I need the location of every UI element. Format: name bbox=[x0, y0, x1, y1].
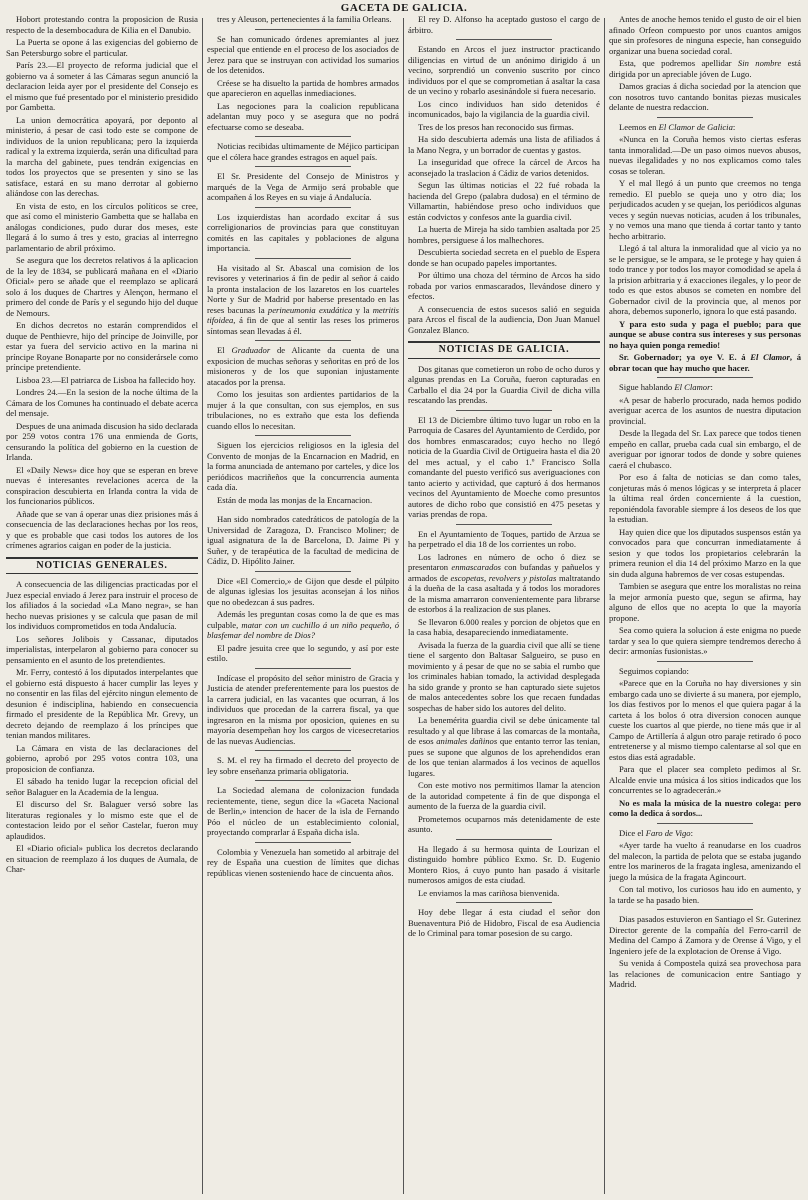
paragraph: La union democrática apoyará, por deponto al ministerio, á pesar de casi todo este se compone de individuos de la union republicana; pero la izquierda radical y la extrema izquierda, serán una dificultad para la marcha del gabinete, pues tendrán exigencias en todos los proyectos que se presenten y sino se las satisface, estará en su mano derrotar al gobierno aliándose con las derechas. bbox=[6, 114, 198, 198]
text: , á obrar tocan que hay mucho que hacer. bbox=[609, 352, 801, 373]
paragraph: Prometemos ocuparnos más detenidamente de este asunto. bbox=[408, 813, 600, 834]
separator bbox=[255, 750, 351, 751]
paragraph: El discurso del Sr. Balaguer versó sobre las literaturas regionales y lo mismo este que el de contestacion leido por el señor Castelar, fueron muy aplaudidos. bbox=[6, 799, 198, 841]
paragraph: A consecuencia de estos sucesos salió en seguida para Arcos el fiscal de la audiencia, Don Juan Manuel Gonzalez Blanco. bbox=[408, 303, 600, 335]
paragraph: Las negociones para la coalicion republicana adelantan muy poco y se asegura que no podrá efectuarse como se deseaba. bbox=[207, 100, 399, 132]
separator bbox=[657, 377, 753, 378]
column-1 bbox=[6, 14, 198, 1196]
italic-text: enmascarados bbox=[451, 562, 502, 572]
italic-text: Sin nombre bbox=[737, 58, 782, 68]
separator bbox=[456, 524, 552, 525]
paragraph: El «Daily News» dice hoy que se esperan en breve nuevas é interesantes revelaciones acerca de la conspiracion descubierta en Irlanda contra la vida de los funcionarios públicos. bbox=[6, 464, 198, 506]
columns bbox=[6, 14, 802, 1196]
paragraph: El 13 de Diciembre último tuvo lugar un robo en la Parroquia de Casares del Ayuntamiento de Cerdido, por dos hombres enmascarados; cuyo hecho no llegó noticia de la Guardia Civil de Ortigueira hasta el dia 20 del mes actual, y el cabo 1.º Francisco Solla comandante del puesto verificó sus averiguaciones con tanto acierto y actividad, que capturó á dos hermanos vecinos del Ayuntamiento de Moeche como presuntos autores de dicho robo que consistió en 475 pesetas y varias prendas de ropa. bbox=[408, 414, 600, 519]
section-heading-noticias-de-galicia: NOTICIAS DE GALICIA. bbox=[408, 341, 600, 359]
paragraph: tres y Aleuson, pertenecientes á la familia Orleans. bbox=[217, 14, 392, 24]
separator bbox=[456, 410, 552, 411]
paragraph: Seguimos copiando: bbox=[619, 665, 689, 676]
paragraph: Con tal motivo, los curiosos hau ido en aumento, y la tarde se ha pasado bien. bbox=[609, 884, 801, 905]
paragraph: La Sociedad alemana de colonizacion fundada recientemente, tiene, segun dice la «Gaceta Nacional de Berlin,» intencion de hacer de la isla de Fernando Póo el núcleo de un establecimiento colonial, proyectando comprarlar á España dicha isla. bbox=[207, 785, 399, 837]
paragraph: Desde la llegada del Sr. Lax parece que todos tienen empeño en callar, prueba cada cual sin embargo, el de averiguar por ignorar todos de donde y sobre quienes caerá el chubasco. bbox=[609, 428, 801, 470]
paragraph: Tambien se asegura que entre los moralistas no reina la mejor armonía puesto que, segun se afirma, hay alguno de ellos que no acepta lo que la mayoría propone. bbox=[609, 581, 801, 623]
italic-text: animales dañinos bbox=[436, 736, 498, 746]
italic-text: matar con un cuchillo á un niño pequeño, ó blasfemar del nombre de Dios? bbox=[207, 619, 399, 640]
text: Además les preguntan cosas como la de que es mas culpable, bbox=[207, 609, 399, 630]
paragraph bbox=[609, 352, 801, 373]
paragraph: En vista de esto, en los círculos políticos se cree, que así como el ministerio Gambetta que se hallaba en análogas condiciones, pudo durar dos meses, este llegará á lo sumo á tres y esto, gracias al interregno parlamentario de abril próximo. bbox=[6, 200, 198, 253]
text: : bbox=[690, 827, 693, 838]
text: Sr. Gobernador; ya oye V. E. á bbox=[619, 352, 751, 362]
paragraph: La huerta de Mireja ha sido tambien asaltada por 25 hombres, persiguese á los malhechores. bbox=[408, 224, 600, 245]
paragraph: El Sr. Presidente del Consejo de Ministros y marqués de la Vega de Armijo será probable que acompañen á los Reyes en su viaje á Andalucía. bbox=[207, 171, 399, 202]
column-rule bbox=[403, 18, 404, 1194]
paragraph: Y el mal llegó á un punto que creemos no tenga remedio. El pueblo se queja uno y otro dia; los perjudicados acuden y se quejan, los periódicos algunas veces y según nuevas noticias, acuden á los tribunales, y no vemos una mano que tienda á cortar tanto y tanto hecho arbitrario. bbox=[609, 178, 801, 241]
paragraph: La inseguridad que ofrece la cárcel de Arcos ha aconsejado la traslacion á Cádiz de varios detenidos. bbox=[408, 157, 600, 178]
paragraph: Se asegura que los decretos relativos á la aplicacion de la ley de 1834, se publicará mañana en el «Diario Oficial» pero se añade que el reemplazo se aplicará solo á los duques de Chartres y Alençon, hermano el primero del conde de París y el segundo hijo del duque de Nemours. bbox=[6, 255, 198, 318]
italic-text: Faro de Vigo bbox=[645, 827, 691, 838]
paragraph: Hobort protestando contra la proposicion de Rusia respecto de la desembocadura de Kilia en el Danubio. bbox=[6, 14, 198, 35]
paragraph: «Ayer tarde ha vuelto á reanudarse en los cuadros del malecon, la partida de pelota que se estaba jugando entre los marineros de la fragata inglesa, amenizando el juego la música de la fragata Agincourt. bbox=[609, 840, 801, 882]
paragraph bbox=[609, 58, 801, 79]
column-3 bbox=[408, 14, 600, 1196]
text: maltratando á la dueña de la casa asaltada y á todos los moradores de la misma amarraron convenientemente para librarse de estorbos á la realizacion de sus planes. bbox=[408, 572, 600, 614]
paragraph: Mr. Ferry, contestó á los diputados interpelantes que el gobierno está dispuesto á hacer cumplir las leyes y no consentir en las filas del ejército ningun elemento de desunion é indisciplina, habiendo en consecuencia firmado el presidente de la República Mr. Grevy, un decreto dejando de reemplazo á los príncipes que tenian mandos militares. bbox=[6, 667, 198, 740]
paragraph: La Puerta se opone á las exigencias del gobierno de San Petersburgo sobre el particular. bbox=[6, 37, 198, 58]
separator bbox=[255, 166, 351, 167]
paragraph bbox=[207, 345, 399, 387]
italic-text: El Clamor bbox=[750, 352, 790, 362]
paragraph: Los cinco individuos han sido detenidos é incomunicados, bajo la vigilancia de la guardia civil. bbox=[408, 98, 600, 119]
paragraph: Estando en Arcos el juez instructor practicando diligencias en virtud de un anónimo dirigido á un vecino, sorprendió un convenio suscrito por cinco individuos por el que se comprometian á asaltar la casa de un vecino y robarlo asesinándole si fuera necesario. bbox=[408, 44, 600, 96]
text: y la bbox=[352, 304, 373, 315]
paragraph: Su venida á Compostela quizá sea provechosa para las relaciones de comunicacion entre Santiago y Madrid. bbox=[609, 958, 801, 989]
paragraph: Añade que se van á operar unas diez prisiones más á consecuencia de las declaraciones hechas por los reos, y que es probable que casi todos los autores de los crímenes agrarios caigan en poder de la justicia. bbox=[6, 508, 198, 550]
paragraph: Créese se ha disuelto la partida de hombres armados que aparecieron en aquellas inmediaciones. bbox=[207, 77, 399, 98]
paragraph: Por eso á falta de noticias se dan como tales, conjeturas más ó menos lógicas y se interpreta á placer la última real órden concerniente á la cuestion, reponiéndola favorable siempre á los deseos de los que la estudian. bbox=[609, 472, 801, 524]
separator bbox=[255, 571, 351, 572]
column-rule bbox=[202, 18, 203, 1194]
paragraph: Dice «El Comercio,» de Gijon que desde el púlpito de algunas iglesias los jesuitas aconsejan á los niños que no obedezcan á sus padres. bbox=[207, 575, 399, 607]
paragraph: S. M. el rey ha firmado el decreto del proyecto de ley sobre enseñanza primaria obligatoria. bbox=[207, 755, 399, 776]
separator bbox=[456, 39, 552, 40]
paragraph: Damos gracias á dicha sociedad por la atencion que con nosotros tuvo cantando bonitas piezas musicales delante de nuestra redaccion. bbox=[609, 81, 801, 112]
paragraph: Están de moda las monjas de la Encarnacion. bbox=[217, 494, 373, 505]
separator bbox=[255, 207, 351, 208]
paragraph: Los señores Jolibois y Cassanac, diputados imperialistas, interpelaron al gobierno para conocer su pensamiento en el asunto de los pretendientes. bbox=[6, 633, 198, 665]
paragraph: Llegó á tal altura la inmoralidad que al vicio ya no se le persigue, se le ampara, se le protege y hay quien á todo trance y por todos los mayor comodidad se apela á la prision arbitraria y á exacciones ilegales, y lo peor de todo es que estos abusos se cometen en nombre del Gobernador civil de la provincia que, al menos por ahora, debemos suponerlo, ignora lo que está pasando. bbox=[609, 243, 801, 316]
separator bbox=[255, 780, 351, 781]
separator bbox=[456, 839, 552, 840]
paragraph: Despues de una animada discusion ha sido declarada por 259 votos contra 176 una enmienda de Gorts, censurando la política del gobierno en la cuestion de Irlanda. bbox=[6, 420, 198, 462]
paragraph: No es mala la música de la nuestro colega: pero como la dedica á sordos... bbox=[609, 797, 801, 818]
paragraph: Han sido nombrados catedráticos de patología de la Universidad de Zaragoza, D. Francisco Moliner; de igual asignatura de la de Barcelona, D. Jaime Pi y Suñer, y de terapéutica de la facultad de medicina de Cádiz, D. Hipólito Jainer. bbox=[207, 514, 399, 566]
paragraph: Ha sido descubierta además una lista de afiliados á la Mano Negra, y un borrador de cuentas y gastos. bbox=[408, 134, 600, 155]
separator bbox=[657, 909, 753, 910]
column-2 bbox=[207, 14, 399, 1196]
paragraph bbox=[207, 263, 399, 337]
paragraph: Con este motivo nos permitimos llamar la atencion de la autoridad competente á fin de que disponga el aumento de la fuerza de la guardia civil. bbox=[408, 780, 600, 811]
text: , á fin de que al sentir las reses los primeros síntomas sean llevadas á él. bbox=[207, 315, 399, 336]
italic-text: El Clamor bbox=[674, 382, 711, 392]
paragraph bbox=[609, 122, 801, 133]
paragraph: Ha llegado á su hermosa quinta de Lourizan el distinguido hombre público Exmo. Sr. D. Eugenio Montero Rios, á cuyo punto han pasado á visitarle numerosos amigos de esta ciudad. bbox=[408, 843, 600, 885]
italic-text: Graduador bbox=[231, 345, 271, 355]
italic-text: perineumonia exudática bbox=[267, 304, 353, 315]
italic-text: El Clamor de Galicia bbox=[658, 121, 733, 132]
text: La benemérita guardia civil se debe únicamente tal resultado y al que librase á las comarcas de la montaña, de esos bbox=[408, 715, 600, 746]
text: Leemos en bbox=[619, 121, 659, 132]
paragraph: Sea como quiera la solucion á este enigma no puede tardar y sea lo que quiera siempre tendremos derecho á decir: armonías fusionistas.» bbox=[609, 625, 801, 656]
paragraph: «Parece que en la Coruña no hay diversiones y sin embargo cada uno se divierte á su manera, por ejemplo, los dias festivos por lo menos el que quiera pagar á la carteta á los bolos ó otra diversion conocen aunque cueste los cuartos al que pierde, no tiene más que ir al Campo de Artillería á algun otro paraje retirado ó poco entretenerse y al mismo tiempo calentarse al sol que en estos dias está agradable. bbox=[609, 678, 801, 762]
separator bbox=[255, 136, 351, 137]
separator bbox=[255, 340, 351, 341]
paragraph: Los izquierdistas han acordado excitar á sus correligionarios de provincias para que constituyan comités en las capitales y poblaciones de alguna importancia. bbox=[207, 211, 399, 253]
paragraph: Siguen los ejercicios religiosos en la iglesia del Convento de monjas de la Encarnacion en Madrid, en la forma anunciada de antemano por carteles, y dice los periódicos macriñeños que la concurrencia aumenta cada día. bbox=[207, 440, 399, 492]
paragraph: París 23.—El proyecto de reforma judicial que el gobierno va á someter á las Cámaras segun anunció la declaracion leida ayer por el presidente del Consejo es el mismo que fué presentado por el ministerio presidido por Gambetta. bbox=[6, 60, 198, 112]
paragraph: El «Diario oficial» publica los decretos declarando en situacion de reemplazo á los duques de Aumala, de Char- bbox=[6, 843, 198, 874]
paragraph: Descubierta sociedad secreta en el pueblo de Espera donde se han ocupado papeles importantes. bbox=[408, 247, 600, 268]
separator bbox=[255, 29, 351, 30]
separator bbox=[255, 509, 351, 510]
separator bbox=[456, 902, 552, 903]
paragraph bbox=[609, 382, 801, 393]
italic-text: escopetas, revolvers y pistolas bbox=[450, 572, 557, 583]
text: Los ladrones en número de ocho ó diez se presentaron bbox=[408, 551, 600, 572]
paragraph: Indícase el propósito del señor ministro de Gracia y Justicia de atender preferentemente para los puestos de la carrera judicial, en las vacantes que ocurran, á los individuos que procedan de la carrera fiscal, ya que ingresaron en la misma por oposicion, quienes en su mayoría desempeñan hoy los cargos de vicesecretarios de las nuevas Audiencias. bbox=[207, 672, 399, 746]
section-heading-noticias-generales: NOTICIAS GENERALES. bbox=[6, 557, 198, 575]
text: Sigue hablando bbox=[619, 382, 675, 392]
paragraph bbox=[408, 552, 600, 615]
paragraph: El rey D. Alfonso ha aceptado gustoso el cargo de árbitro. bbox=[408, 14, 600, 35]
text: está dirigida por un apreciable jóven de Lugo. bbox=[609, 58, 801, 79]
paragraph: Antes de anoche hemos tenido el gusto de oir el bien afinado Orfeon compuesto por unos cuantos amigos que sin profesores de ninguna especie, han conseguido organizar una buena sociedad coral. bbox=[609, 14, 801, 56]
text: con bufandas y pañuelos y armados de bbox=[408, 562, 600, 583]
paragraph: Se han comunicado órdenes apremiantes al juez especial que entiende en el proceso de los asociados de Jerez para que se instruyan con actividad los sumarios de los detenidos. bbox=[207, 33, 399, 75]
paragraph: Noticias recibidas ultimamente de Méjico participan que el cólera hace grandes estragos en aquel país. bbox=[207, 141, 399, 162]
paragraph: Colombia y Venezuela han sometido al arbitraje del rey de España una cuestion de límites que dichas repúblicas vienen sosteniendo hace de cincuenta años. bbox=[207, 846, 399, 878]
paragraph: Dos gitanas que cometieron un robo de ocho duros y algunas prendas en La Coruña, fueron capturadas en Carballo el dia 24 por la Guardia Civil de dicha villa rescatando las prendas. bbox=[408, 363, 600, 405]
text: que entanto terror las tenian, pues se supone que algunos de los aprehendidos eran de los que tenian alarmados á los vecinos de aquellos lugares. bbox=[408, 736, 600, 778]
paragraph: Hoy debe llegar á esta ciudad el señor don Buenaventura Pió de Hidobro, Fiscal de esa Audiencia de lo Criminal para tomar posesion de su cargo. bbox=[408, 907, 600, 938]
paragraph: «Nunca en la Coruña hemos visto ciertas esferas tanta inmoralidad.—De un paso oimos nuevos abusos, nuevas ilegalidades y no nos explicamos como tales cosas se toleran. bbox=[609, 134, 801, 176]
paragraph: Tres de los presos han reconocido sus firmas. bbox=[418, 121, 574, 132]
separator bbox=[657, 823, 753, 824]
paragraph: Londres 24.—En la sesion de la noche última de la Cámara de los Comunes ha continuado el debate acerca del mensaje. bbox=[6, 387, 198, 418]
paragraph: Como los jesuitas son ardientes partidarios de la mujer á la que consultan, con sus ejemplos, en sus tribulaciones, no es extraño que esta los defienda cuando ellos lo necesitan. bbox=[207, 389, 399, 431]
text: Dice el bbox=[619, 827, 646, 838]
paragraph: Por último una choza del término de Arcos ha sido robada por varios enmascarados, llevándose dinero y efectos. bbox=[408, 270, 600, 301]
paragraph: Hay quien dice que los diputados suspensos están ya convocados para que concurran inmediatamente á sesion y que todos los propietarios celebrarán la primera reunion el dia 14 del próximo Marzo en la que sin duda alguna habremos de ver cosas estupendas. bbox=[609, 526, 801, 579]
masthead: GACETA DE GALICIA. bbox=[340, 2, 468, 14]
text: de Alicante da cuenta de una exposicion de muchas señoras y señoritas en pró de los misioneros y de los que suponian injustamente atacados por la prensa. bbox=[207, 345, 399, 387]
separator bbox=[657, 661, 753, 662]
paragraph: En dichos decretos no estarán comprendidos el duque de Penthievre, hijo del príncipe de Joinville, por estar ya fuera del servicio activo en la marina ni príncipe Royane Bonaparte por no considerársele como príncipe pretendiente. bbox=[6, 320, 198, 372]
separator bbox=[255, 668, 351, 669]
paragraph: Dias pasados estuvieron en Santiago el Sr. Guterinez Director gerente de la compañía del Ferro-carril de Medina del Campo á Zamora y de Orense á Vigo, y el Ingeniero jefe de la explotacion de Orense á Vigo. bbox=[609, 914, 801, 956]
paragraph: Avisada la fuerza de la guardia civil que allí se tiene tiene el sargento don Baltasar Salgueiro, se puso en movimiento y á pesar de que no se sabia el rumbo que los criminales habian tomado, la actividad desplegada ha sido grande y pronto se han capturado siete sujetos de malos antecedentes sobre los que recaen fundadas sospechas de haber sido los autores del delito. bbox=[408, 639, 600, 713]
separator bbox=[657, 117, 753, 118]
paragraph bbox=[207, 609, 399, 641]
paragraph: Para que el placer sea completo pedimos al Sr. Alcalde envie una música á los sitios indicados que los concurrentes se lo agradecerán.» bbox=[609, 764, 801, 795]
separator bbox=[255, 258, 351, 259]
paragraph: La Cámara en vista de las declaraciones del gobierno, aprobó por 295 votos contra 103, una proposicion de confianza. bbox=[6, 742, 198, 774]
separator bbox=[255, 435, 351, 436]
text: Esta, que podremos apellidar bbox=[619, 58, 738, 68]
paragraph: El sábado ha tenido lugar la recepcion oficial del señor Balaguer en la Academia de la lengua. bbox=[6, 776, 198, 797]
text: Ha visitado al Sr. Abascal una comision de los revisores y veterinarios á fin de pedir al señor á caido la pronta instalacion de los lazaretos en los cuarteles Norte y Sur de Madrid por haberse presentado en las reses bacunas la bbox=[207, 262, 399, 315]
paragraph: Y para esto suda y paga el pueblo; para que aunque se abuse contra sus intereses y sus personas no haya quien ponga remedio! bbox=[609, 318, 801, 350]
paragraph: A consecuencia de las diligencias practicadas por el Juez especial enviado á Jerez para instruir el proceso de los afiliados á la sociedad «La Mano negra», se han hecho nuevas prisiones y se calcula que pasan de mil los individuos comprometidos en toda Andalucía. bbox=[6, 579, 198, 631]
italic-text: metritis tifoidea bbox=[207, 304, 399, 325]
text: : bbox=[710, 382, 713, 392]
paragraph: Lisboa 23.—El patriarca de Lisboa ha fallecido hoy. bbox=[16, 374, 196, 385]
paragraph bbox=[609, 828, 801, 839]
paragraph: Se llevaron 6.000 reales y porcion de objetos que en la casa habia, desapareciendo inmediatamente. bbox=[408, 616, 600, 637]
text: El bbox=[217, 345, 232, 355]
paragraph: El padre jesuita cree que lo segundo, y así por este estilo. bbox=[207, 642, 399, 663]
paragraph: Segun las últimas noticias el 22 fué robada la hacienda del Grepo (palabra dudosa) en el término de Villamartin, habiéndose preso ocho individuos que están codvictos y confesos ante la guardia civil. bbox=[408, 180, 600, 222]
column-4 bbox=[609, 14, 801, 1196]
paragraph: «A pesar de haberlo procurado, nada hemos podido averiguar acerca de los asuntos de nuestra diputacion provincial. bbox=[609, 394, 801, 426]
paragraph bbox=[408, 715, 600, 778]
separator bbox=[255, 842, 351, 843]
column-rule bbox=[604, 18, 605, 1194]
paragraph: Le enviamos la mas cariñosa bienvenida. bbox=[418, 887, 560, 898]
paragraph: En el Ayuntamiento de Toques, partido de Arzua se ha perpetrado el dia 18 de los corrientes un robo. bbox=[408, 528, 600, 549]
text: : bbox=[732, 121, 736, 132]
